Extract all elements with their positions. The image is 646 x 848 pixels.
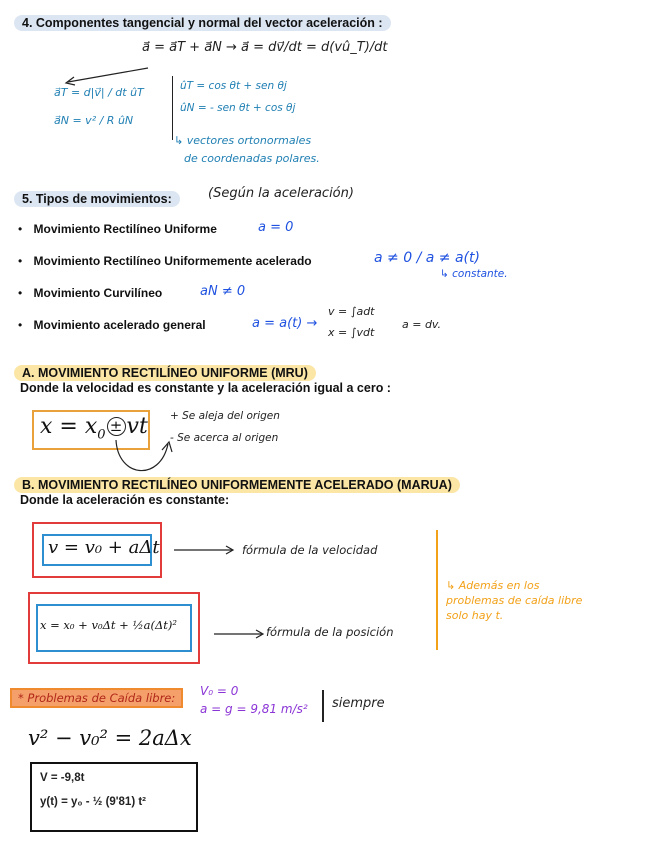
constant-subnote: ↳ constante. <box>440 268 508 280</box>
bullet-note: a ≠ 0 / a ≠ a(t) <box>374 250 480 266</box>
mru-title: A. MOVIMIENTO RECTILÍNEO UNIFORME (MRU) <box>14 365 316 381</box>
mru-description: Donde la velocidad es constante y la aceleración igual a cero : <box>20 381 391 395</box>
unit-tangential-equation: ûT = cos θt + sen θj <box>180 80 287 92</box>
bracket-divider <box>172 76 173 140</box>
bullet-note: aN ≠ 0 <box>200 284 246 299</box>
bullet-label: Movimiento acelerado general <box>33 318 206 332</box>
mru-note-minus: - Se acerca al origen <box>170 432 279 444</box>
orthonormal-note-line-1: ↳ vectores ortonormales <box>174 134 312 147</box>
position-integral: x = ∫vdt <box>328 326 375 339</box>
bullet-dot-icon: • <box>18 254 23 268</box>
mru-note-plus: + Se aleja del origen <box>170 410 280 422</box>
unit-normal-equation: ûN = - sen θt + cos θj <box>180 102 296 114</box>
position-label: fórmula de la posición <box>266 625 394 639</box>
orthonormal-note-line-2: de coordenadas polares. <box>184 152 320 165</box>
bullet-curvilinear <box>18 286 162 300</box>
free-fall-tag <box>10 688 183 708</box>
free-fall-velocity-eq: V = -9,8t <box>40 772 85 784</box>
bullet-mru <box>18 222 217 236</box>
siempre-note: siempre <box>332 696 385 711</box>
marua-description: Donde la aceleración es constante: <box>20 493 230 507</box>
bullet-mrua <box>18 254 312 268</box>
gravity-value: a = g = 9,81 m/s² <box>200 702 308 716</box>
section-5-aside: (Según la aceleración) <box>208 186 354 201</box>
bullet-note: a = 0 <box>258 220 294 235</box>
mru-formula-right: vt <box>126 414 148 439</box>
bullet-label: Movimiento Rectilíneo Uniformemente acelerado <box>33 254 312 268</box>
section-5-title: 5. Tipos de movimientos: <box>14 191 180 207</box>
mru-heading <box>14 364 316 382</box>
position-formula: x = x₀ + v₀Δt + ½a(Δt)² <box>40 618 177 632</box>
plus-minus-circle: ± <box>107 417 126 436</box>
initial-velocity-zero: V₀ = 0 <box>200 684 239 698</box>
right-arrow-icon <box>212 628 266 640</box>
velocity-integral: v = ∫adt <box>328 305 375 318</box>
acceleration-derivative: a = dv. <box>402 318 442 331</box>
bullet-note: a = a(t) → <box>252 316 318 331</box>
section-4-heading <box>14 14 391 32</box>
tangential-acceleration-equation: a⃗T = d|v⃗| / dt ûT <box>54 86 144 99</box>
velocity-displacement-formula: v² − v₀² = 2aΔx <box>28 726 192 750</box>
section-4-title: 4. Componentes tangencial y normal del vector aceleración : <box>14 15 391 31</box>
mru-formula-left: x = x <box>40 414 98 439</box>
acceleration-decomposition-equation: a⃗ = a⃗T + a⃗N → a⃗ = dv⃗/dt = d(vû_T)/dt <box>142 40 388 55</box>
mru-formula-sub: 0 <box>97 427 106 443</box>
bullet-general <box>18 318 206 332</box>
bullet-dot-icon: • <box>18 222 23 236</box>
normal-acceleration-equation: a⃗N = v² / R ûN <box>54 114 134 127</box>
section-5-heading <box>14 190 180 208</box>
velocity-formula: v = v₀ + aΔt <box>48 537 160 558</box>
free-fall-tag-text: * Problemas de Caída libre: <box>18 691 176 705</box>
left-arrow-icon <box>60 66 150 88</box>
free-fall-position-eq: y(t) = y₀ - ½ (9'81) t² <box>40 796 147 808</box>
marua-title: B. MOVIMIENTO RECTILÍNEO UNIFORMEMENTE ACELERADO (MARUA) <box>14 477 460 493</box>
bullet-label: Movimiento Rectilíneo Uniforme <box>33 222 217 236</box>
bullet-dot-icon: • <box>18 286 23 300</box>
bullet-label: Movimiento Curvilíneo <box>33 286 163 300</box>
marua-heading <box>14 476 460 494</box>
free-fall-side-note: ↳ Además en los problemas de caída libre solo hay t. <box>446 579 583 622</box>
orange-bracket-line <box>436 530 438 650</box>
velocity-label: fórmula de la velocidad <box>242 543 378 557</box>
siempre-divider <box>322 690 324 722</box>
right-arrow-icon <box>172 544 236 556</box>
bullet-dot-icon: • <box>18 318 23 332</box>
